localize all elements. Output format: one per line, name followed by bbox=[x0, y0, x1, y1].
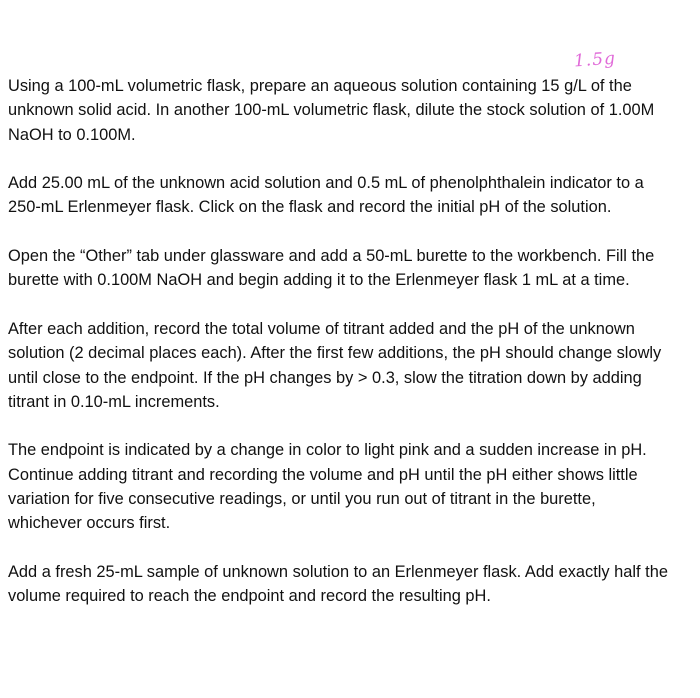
instruction-paragraph-endpoint: The endpoint is indicated by a change in color to light pink and a sudden increase in pH. Continue adding titrant and recording the volume and pH until the pH either shows little variation for five consecutive readings, or until you run out of titrant in the burette, whichever occurs first. bbox=[8, 441, 647, 533]
instruction-paragraph-add-indicator: Add 25.00 mL of the unknown acid solution and 0.5 mL of phenolphthalein indicator to a 250-mL Erlenmeyer flask. Click on the flask and record the initial pH of the solution. bbox=[8, 174, 644, 217]
instruction-paragraph-record-readings: After each addition, record the total volume of titrant added and the pH of the unknown solution (2 decimal places each). After the first few additions, the pH should change slowly until close to the endpoint. If the pH changes by > 0.3, slow the titration down by adding titrant in 0.10-mL increments. bbox=[8, 319, 662, 411]
instructions-body bbox=[8, 74, 668, 609]
instruction-paragraph-burette-setup: Open the “Other” tab under glassware and add a 50-mL burette to the workbench. Fill the burette with 0.100M NaOH and begin adding it to the Erlenmeyer flask 1 mL at a time. bbox=[8, 247, 655, 290]
handwritten-annotation: 1.5g bbox=[573, 48, 617, 72]
instruction-paragraph-prepare-solutions: Using a 100-mL volumetric flask, prepare an aqueous solution containing 15 g/L of the unknown solid acid. In another 100-mL volumetric flask, dilute the stock solution of 1.00M NaOH to 0.100M. bbox=[8, 77, 655, 144]
instruction-paragraph-half-equivalence: Add a fresh 25-mL sample of unknown solution to an Erlenmeyer flask. Add exactly half the volume required to reach the endpoint and record the resulting pH. bbox=[8, 562, 668, 606]
